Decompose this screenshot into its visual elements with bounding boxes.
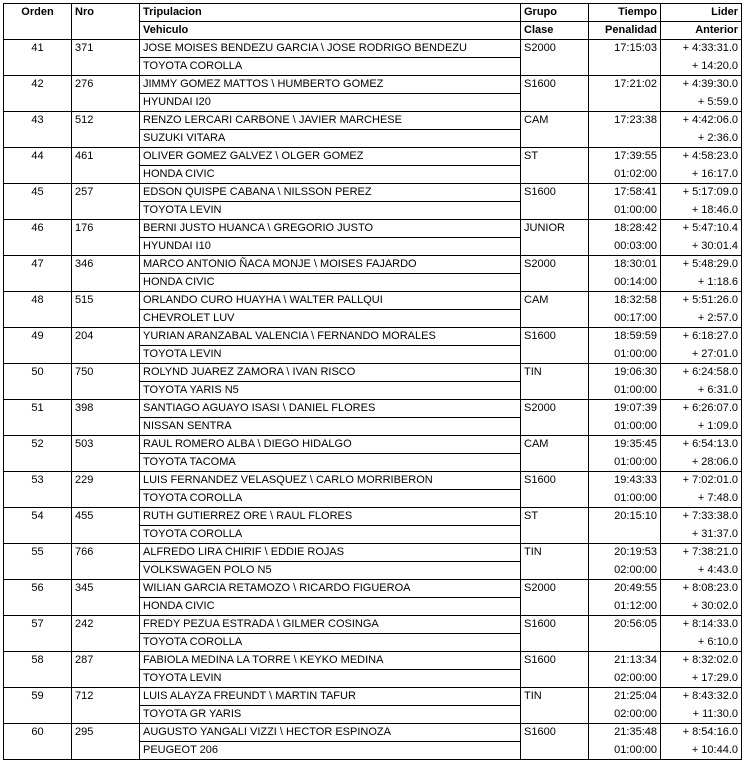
table-row — [4, 544, 742, 562]
orden-cell: 47 — [4, 256, 72, 292]
nro-cell: 295 — [72, 724, 140, 760]
tiempo-cell: 17:15:03 — [589, 40, 661, 58]
tiempo-cell: 17:23:38 — [589, 112, 661, 130]
header-row-2 — [4, 22, 742, 40]
table-row — [4, 364, 742, 382]
vehiculo-cell: HONDA CIVIC — [140, 274, 521, 292]
tiempo-cell: 19:35:45 — [589, 436, 661, 454]
tripulacion-cell: RUTH GUTIERREZ ORE \ RAUL FLORES — [140, 508, 521, 526]
tiempo-cell: 19:07:39 — [589, 400, 661, 418]
vehiculo-cell: VOLKSWAGEN POLO N5 — [140, 562, 521, 580]
nro-cell: 242 — [72, 616, 140, 652]
table-row — [4, 616, 742, 634]
lider-cell: + 7:38:21.0 — [661, 544, 742, 562]
anterior-cell: + 18:46.0 — [661, 202, 742, 220]
orden-cell: 52 — [4, 436, 72, 472]
grupo-cell: CAM — [521, 292, 589, 328]
anterior-cell: + 2:57.0 — [661, 310, 742, 328]
tripulacion-cell: EDSON QUISPE CABANA \ NILSSON PEREZ — [140, 184, 521, 202]
orden-cell: 53 — [4, 472, 72, 508]
vehiculo-cell: TOYOTA LEVIN — [140, 202, 521, 220]
lider-cell: + 8:43:32.0 — [661, 688, 742, 706]
anterior-cell: + 1:18.6 — [661, 274, 742, 292]
grupo-cell: S1600 — [521, 616, 589, 652]
table-row — [4, 256, 742, 274]
table-row — [4, 580, 742, 598]
table-row — [4, 436, 742, 454]
tripulacion-cell: AUGUSTO YANGALI VIZZI \ HECTOR ESPINOZA — [140, 724, 521, 742]
vehiculo-cell: SUZUKI VITARA — [140, 130, 521, 148]
grupo-cell: ST — [521, 508, 589, 544]
tiempo-cell: 21:35:48 — [589, 724, 661, 742]
penalidad-cell: 02:00:00 — [589, 670, 661, 688]
penalidad-cell: 01:00:00 — [589, 418, 661, 436]
vehiculo-cell: TOYOTA COROLLA — [140, 526, 521, 544]
nro-cell: 461 — [72, 148, 140, 184]
orden-cell: 46 — [4, 220, 72, 256]
lider-cell: + 5:47:10.4 — [661, 220, 742, 238]
grupo-cell: S2000 — [521, 580, 589, 616]
tripulacion-cell: RENZO LERCARI CARBONE \ JAVIER MARCHESE — [140, 112, 521, 130]
nro-cell: 750 — [72, 364, 140, 400]
tripulacion-cell: FABIOLA MEDINA LA TORRE \ KEYKO MEDINA — [140, 652, 521, 670]
tiempo-cell: 18:59:59 — [589, 328, 661, 346]
anterior-cell: + 17:29.0 — [661, 670, 742, 688]
nro-cell: 229 — [72, 472, 140, 508]
nro-cell: 503 — [72, 436, 140, 472]
grupo-cell: JUNIOR — [521, 220, 589, 256]
grupo-cell: CAM — [521, 112, 589, 148]
orden-cell: 56 — [4, 580, 72, 616]
anterior-cell: + 7:48.0 — [661, 490, 742, 508]
lider-cell: + 6:24:58.0 — [661, 364, 742, 382]
anterior-cell: + 30:01.4 — [661, 238, 742, 256]
header-row-1 — [4, 4, 742, 22]
tiempo-cell: 17:58:41 — [589, 184, 661, 202]
penalidad-cell: 01:12:00 — [589, 598, 661, 616]
table-row — [4, 328, 742, 346]
lider-cell: + 8:14:33.0 — [661, 616, 742, 634]
grupo-cell: TIN — [521, 364, 589, 400]
nro-cell: 512 — [72, 112, 140, 148]
orden-cell: 42 — [4, 76, 72, 112]
nro-cell: 257 — [72, 184, 140, 220]
lider-cell: + 8:08:23.0 — [661, 580, 742, 598]
anterior-cell: + 10:44.0 — [661, 742, 742, 760]
anterior-cell: + 6:31.0 — [661, 382, 742, 400]
tiempo-cell: 21:13:34 — [589, 652, 661, 670]
lider-cell: + 6:54:13.0 — [661, 436, 742, 454]
vehiculo-cell: TOYOTA COROLLA — [140, 490, 521, 508]
table-row — [4, 652, 742, 670]
orden-cell: 44 — [4, 148, 72, 184]
table-row — [4, 472, 742, 490]
table-row — [4, 148, 742, 166]
grupo-cell: ST — [521, 148, 589, 184]
lider-cell: + 4:58:23.0 — [661, 148, 742, 166]
orden-cell: 49 — [4, 328, 72, 364]
grupo-cell: S2000 — [521, 40, 589, 76]
vehiculo-cell: PEUGEOT 206 — [140, 742, 521, 760]
lider-cell: + 6:26:07.0 — [661, 400, 742, 418]
vehiculo-cell: TOYOTA COROLLA — [140, 58, 521, 76]
orden-cell: 57 — [4, 616, 72, 652]
tiempo-cell: 17:39:55 — [589, 148, 661, 166]
penalidad-cell: 01:00:00 — [589, 346, 661, 364]
header-orden-cont — [4, 22, 72, 40]
orden-cell: 41 — [4, 40, 72, 76]
tiempo-cell: 18:30:01 — [589, 256, 661, 274]
lider-cell: + 5:48:29.0 — [661, 256, 742, 274]
orden-cell: 54 — [4, 508, 72, 544]
tripulacion-cell: SANTIAGO AGUAYO ISASI \ DANIEL FLORES — [140, 400, 521, 418]
tripulacion-cell: JIMMY GOMEZ MATTOS \ HUMBERTO GOMEZ — [140, 76, 521, 94]
tiempo-cell: 19:43:33 — [589, 472, 661, 490]
nro-cell: 712 — [72, 688, 140, 724]
nro-cell: 287 — [72, 652, 140, 688]
grupo-cell: CAM — [521, 436, 589, 472]
header-clase: Clase — [521, 22, 589, 40]
tripulacion-cell: ALFREDO LIRA CHIRIF \ EDDIE ROJAS — [140, 544, 521, 562]
header-penalidad: Penalidad — [589, 22, 661, 40]
header-tiempo: Tiempo — [589, 4, 661, 22]
header-orden: Orden — [4, 4, 72, 22]
results-table — [3, 3, 742, 760]
tiempo-cell: 19:06:30 — [589, 364, 661, 382]
penalidad-cell: 01:00:00 — [589, 454, 661, 472]
lider-cell: + 8:32:02.0 — [661, 652, 742, 670]
vehiculo-cell: TOYOTA LEVIN — [140, 670, 521, 688]
nro-cell: 345 — [72, 580, 140, 616]
anterior-cell: + 28:06.0 — [661, 454, 742, 472]
orden-cell: 59 — [4, 688, 72, 724]
table-row — [4, 40, 742, 58]
grupo-cell: S1600 — [521, 328, 589, 364]
tripulacion-cell: JOSE MOISES BENDEZU GARCIA \ JOSE RODRIGO BENDEZU — [140, 40, 521, 58]
table-row — [4, 688, 742, 706]
nro-cell: 346 — [72, 256, 140, 292]
header-grupo: Grupo — [521, 4, 589, 22]
tiempo-cell: 21:25:04 — [589, 688, 661, 706]
penalidad-cell: 01:02:00 — [589, 166, 661, 184]
vehiculo-cell: TOYOTA LEVIN — [140, 346, 521, 364]
header-vehiculo: Vehiculo — [140, 22, 521, 40]
penalidad-cell — [589, 58, 661, 76]
anterior-cell: + 1:09.0 — [661, 418, 742, 436]
orden-cell: 45 — [4, 184, 72, 220]
table-row — [4, 76, 742, 94]
lider-cell: + 4:33:31.0 — [661, 40, 742, 58]
tripulacion-cell: RAUL ROMERO ALBA \ DIEGO HIDALGO — [140, 436, 521, 454]
header-nro: Nro — [72, 4, 140, 22]
anterior-cell: + 4:43.0 — [661, 562, 742, 580]
grupo-cell: S2000 — [521, 400, 589, 436]
orden-cell: 55 — [4, 544, 72, 580]
nro-cell: 371 — [72, 40, 140, 76]
anterior-cell: + 5:59.0 — [661, 94, 742, 112]
grupo-cell: TIN — [521, 688, 589, 724]
grupo-cell: S1600 — [521, 184, 589, 220]
orden-cell: 50 — [4, 364, 72, 400]
lider-cell: + 4:39:30.0 — [661, 76, 742, 94]
nro-cell: 455 — [72, 508, 140, 544]
penalidad-cell: 01:00:00 — [589, 202, 661, 220]
orden-cell: 51 — [4, 400, 72, 436]
tripulacion-cell: OLIVER GOMEZ GALVEZ \ OLGER GOMEZ — [140, 148, 521, 166]
tripulacion-cell: LUIS FERNANDEZ VELASQUEZ \ CARLO MORRIBERON — [140, 472, 521, 490]
table-row — [4, 292, 742, 310]
orden-cell: 48 — [4, 292, 72, 328]
orden-cell: 60 — [4, 724, 72, 760]
tripulacion-cell: BERNI JUSTO HUANCA \ GREGORIO JUSTO — [140, 220, 521, 238]
penalidad-cell: 00:17:00 — [589, 310, 661, 328]
anterior-cell: + 2:36.0 — [661, 130, 742, 148]
grupo-cell: S1600 — [521, 76, 589, 112]
nro-cell: 204 — [72, 328, 140, 364]
penalidad-cell — [589, 94, 661, 112]
vehiculo-cell: HONDA CIVIC — [140, 598, 521, 616]
header-nro-cont — [72, 22, 140, 40]
penalidad-cell: 01:00:00 — [589, 382, 661, 400]
tiempo-cell: 20:49:55 — [589, 580, 661, 598]
nro-cell: 398 — [72, 400, 140, 436]
penalidad-cell: 00:14:00 — [589, 274, 661, 292]
table-row — [4, 400, 742, 418]
lider-cell: + 4:42:06.0 — [661, 112, 742, 130]
lider-cell: + 7:02:01.0 — [661, 472, 742, 490]
anterior-cell: + 14:20.0 — [661, 58, 742, 76]
vehiculo-cell: TOYOTA TACOMA — [140, 454, 521, 472]
vehiculo-cell: CHEVROLET LUV — [140, 310, 521, 328]
tripulacion-cell: ORLANDO CURO HUAYHA \ WALTER PALLQUI — [140, 292, 521, 310]
anterior-cell: + 30:02.0 — [661, 598, 742, 616]
nro-cell: 276 — [72, 76, 140, 112]
vehiculo-cell: NISSAN SENTRA — [140, 418, 521, 436]
penalidad-cell: 01:00:00 — [589, 490, 661, 508]
penalidad-cell: 01:00:00 — [589, 742, 661, 760]
tiempo-cell: 18:28:42 — [589, 220, 661, 238]
table-row — [4, 724, 742, 742]
header-anterior: Anterior — [661, 22, 742, 40]
anterior-cell: + 6:10.0 — [661, 634, 742, 652]
anterior-cell: + 11:30.0 — [661, 706, 742, 724]
table-row — [4, 508, 742, 526]
penalidad-cell: 02:00:00 — [589, 562, 661, 580]
lider-cell: + 8:54:16.0 — [661, 724, 742, 742]
header-lider: Lider — [661, 4, 742, 22]
table-row — [4, 220, 742, 238]
table-row — [4, 184, 742, 202]
nro-cell: 766 — [72, 544, 140, 580]
penalidad-cell — [589, 130, 661, 148]
tripulacion-cell: LUIS ALAYZA FREUNDT \ MARTIN TAFUR — [140, 688, 521, 706]
penalidad-cell: 02:00:00 — [589, 706, 661, 724]
grupo-cell: TIN — [521, 544, 589, 580]
tripulacion-cell: FREDY PEZUA ESTRADA \ GILMER COSINGA — [140, 616, 521, 634]
nro-cell: 515 — [72, 292, 140, 328]
orden-cell: 43 — [4, 112, 72, 148]
anterior-cell: + 16:17.0 — [661, 166, 742, 184]
tiempo-cell: 18:32:58 — [589, 292, 661, 310]
lider-cell: + 5:51:26.0 — [661, 292, 742, 310]
nro-cell: 176 — [72, 220, 140, 256]
tripulacion-cell: WILIAN GARCIA RETAMOZO \ RICARDO FIGUEROA — [140, 580, 521, 598]
header-tripulacion: Tripulacion — [140, 4, 521, 22]
vehiculo-cell: HYUNDAI I10 — [140, 238, 521, 256]
table-row — [4, 112, 742, 130]
results-body — [4, 40, 742, 760]
anterior-cell: + 31:37.0 — [661, 526, 742, 544]
tiempo-cell: 20:56:05 — [589, 616, 661, 634]
tiempo-cell: 20:15:10 — [589, 508, 661, 526]
vehiculo-cell: HONDA CIVIC — [140, 166, 521, 184]
lider-cell: + 7:33:38.0 — [661, 508, 742, 526]
tripulacion-cell: YURIAN ARANZABAL VALENCIA \ FERNANDO MORALES — [140, 328, 521, 346]
vehiculo-cell: HYUNDAI I20 — [140, 94, 521, 112]
grupo-cell: S1600 — [521, 724, 589, 760]
vehiculo-cell: TOYOTA YARIS N5 — [140, 382, 521, 400]
lider-cell: + 5:17:09.0 — [661, 184, 742, 202]
vehiculo-cell: TOYOTA COROLLA — [140, 634, 521, 652]
penalidad-cell — [589, 634, 661, 652]
grupo-cell: S2000 — [521, 256, 589, 292]
tripulacion-cell: ROLYND JUAREZ ZAMORA \ IVAN RISCO — [140, 364, 521, 382]
lider-cell: + 6:18:27.0 — [661, 328, 742, 346]
grupo-cell: S1600 — [521, 652, 589, 688]
vehiculo-cell: TOYOTA GR YARIS — [140, 706, 521, 724]
grupo-cell: S1600 — [521, 472, 589, 508]
tiempo-cell: 17:21:02 — [589, 76, 661, 94]
penalidad-cell: 00:03:00 — [589, 238, 661, 256]
tiempo-cell: 20:19:53 — [589, 544, 661, 562]
penalidad-cell — [589, 526, 661, 544]
orden-cell: 58 — [4, 652, 72, 688]
tripulacion-cell: MARCO ANTONIO ÑACA MONJE \ MOISES FAJARDO — [140, 256, 521, 274]
anterior-cell: + 27:01.0 — [661, 346, 742, 364]
